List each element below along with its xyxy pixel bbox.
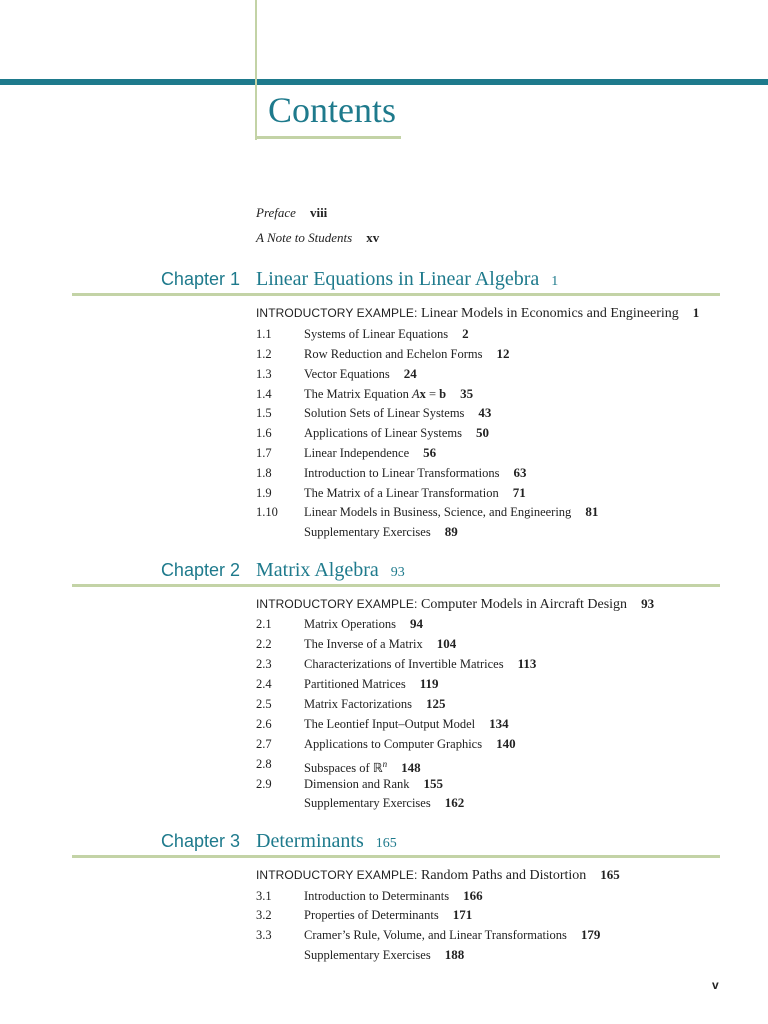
toc-entry[interactable] xyxy=(256,634,736,654)
chapter-page: 165 xyxy=(375,836,397,851)
toc-entry[interactable] xyxy=(256,714,736,734)
section-page: 2 xyxy=(462,326,469,341)
section-page: 56 xyxy=(423,445,437,460)
toc-entry[interactable] xyxy=(256,905,736,925)
section-title: Matrix Operations xyxy=(304,617,396,631)
section-number: 2.6 xyxy=(256,717,272,731)
chapter-title: Matrix Algebra 93 xyxy=(256,559,405,581)
toc-entry[interactable] xyxy=(256,324,736,344)
section-title: Matrix Factorizations xyxy=(304,697,412,711)
intro-page: 165 xyxy=(600,867,620,882)
toc-entry[interactable] xyxy=(256,694,736,714)
toc-entry[interactable] xyxy=(256,925,736,945)
chapter-rule xyxy=(72,293,720,296)
section-page: 63 xyxy=(513,465,527,480)
section-number: 3.2 xyxy=(256,908,272,922)
section-page: 179 xyxy=(580,927,601,942)
section-title: Linear Independence xyxy=(304,446,410,460)
section-title: Vector Equations xyxy=(304,367,390,381)
section-number: 1.2 xyxy=(256,347,272,361)
toc-entry[interactable] xyxy=(256,344,736,364)
section-number: 1.9 xyxy=(256,486,272,500)
toc-entry[interactable] xyxy=(256,674,736,694)
toc-front-note-to-students[interactable] xyxy=(256,230,379,246)
section-page: 12 xyxy=(496,346,510,361)
section-number: 2.4 xyxy=(256,677,272,691)
section-title: Supplementary Exercises xyxy=(304,948,431,962)
section-page: 81 xyxy=(585,504,599,519)
section-title: The Matrix Equation Ax = b xyxy=(304,387,447,401)
section-page: 89 xyxy=(444,524,458,539)
section-number: 1.10 xyxy=(256,505,278,519)
toc-entry[interactable] xyxy=(256,754,736,774)
section-title: Systems of Linear Equations xyxy=(304,327,449,341)
section-number: 1.6 xyxy=(256,426,272,440)
title-underline xyxy=(255,136,401,139)
section-number: 2.7 xyxy=(256,737,272,751)
toc-entry[interactable] xyxy=(256,886,736,906)
toc-entry[interactable] xyxy=(256,945,736,965)
page-title: Contents xyxy=(268,90,397,130)
section-page: 188 xyxy=(444,947,465,962)
chapter-page: 1 xyxy=(551,274,559,289)
front-page: viii xyxy=(309,205,328,220)
section-page: 24 xyxy=(403,366,417,381)
section-page: 162 xyxy=(444,795,465,810)
chapter-rule xyxy=(72,855,720,858)
intro-tag: INTRODUCTORY EXAMPLE: xyxy=(256,306,418,320)
section-number: 2.5 xyxy=(256,697,272,711)
section-number: 3.3 xyxy=(256,928,272,942)
section-title: Supplementary Exercises xyxy=(304,525,431,539)
toc-entry[interactable] xyxy=(256,384,736,404)
intro-text: Computer Models in Aircraft Design xyxy=(420,597,628,612)
toc-front-preface[interactable] xyxy=(256,205,327,221)
section-title: The Matrix of a Linear Transformation xyxy=(304,486,499,500)
section-number: 1.3 xyxy=(256,367,272,381)
section-page: 71 xyxy=(512,485,526,500)
section-page: 35 xyxy=(460,386,474,401)
front-label: A Note to Students xyxy=(256,230,353,245)
section-title: Linear Models in Business, Science, and Engineering xyxy=(304,505,572,519)
chapter-rule xyxy=(72,584,720,587)
section-number: 2.2 xyxy=(256,637,272,651)
intro-page: 1 xyxy=(692,305,700,320)
toc-entry[interactable] xyxy=(256,654,736,674)
section-page: 155 xyxy=(423,776,444,791)
section-page: 125 xyxy=(425,696,446,711)
chapter-1-heading[interactable] xyxy=(0,266,768,296)
section-title: Applications to Computer Graphics xyxy=(304,737,483,751)
section-title: Introduction to Determinants xyxy=(304,889,450,903)
section-page: 148 xyxy=(401,760,421,776)
section-number: 1.7 xyxy=(256,446,272,460)
toc-entry[interactable] xyxy=(256,483,736,503)
introductory-example[interactable] xyxy=(256,595,654,614)
intro-text: Random Paths and Distortion xyxy=(420,868,587,883)
section-title: The Inverse of a Matrix xyxy=(304,637,423,651)
introductory-example[interactable] xyxy=(256,304,699,323)
chapter-page: 93 xyxy=(390,565,405,580)
toc-entry[interactable] xyxy=(256,734,736,754)
section-title: Introduction to Linear Transformations xyxy=(304,466,500,480)
toc-entry[interactable] xyxy=(256,522,736,542)
page-folio: v xyxy=(712,978,719,992)
front-page: xv xyxy=(366,230,380,245)
chapter-title: Determinants 165 xyxy=(256,830,397,852)
section-number: 2.8 xyxy=(256,757,272,771)
section-page: 113 xyxy=(517,656,537,671)
section-number: 1.5 xyxy=(256,406,272,420)
toc-entry[interactable] xyxy=(256,463,736,483)
toc-entry[interactable] xyxy=(256,793,736,813)
toc-entry[interactable] xyxy=(256,774,736,794)
section-title: Subspaces of ℝ$^n$ xyxy=(304,759,388,776)
section-title: Cramer’s Rule, Volume, and Linear Transformations xyxy=(304,928,567,942)
section-title: Properties of Determinants xyxy=(304,908,439,922)
intro-tag: INTRODUCTORY EXAMPLE: xyxy=(256,597,418,611)
toc-entry[interactable] xyxy=(256,403,736,423)
intro-tag: INTRODUCTORY EXAMPLE: xyxy=(256,868,418,882)
section-number: 2.3 xyxy=(256,657,272,671)
section-page: 104 xyxy=(436,636,457,651)
section-title: The Leontief Input–Output Model xyxy=(304,717,476,731)
section-page: 50 xyxy=(475,425,489,440)
front-label: Preface xyxy=(256,205,296,220)
intro-text: Linear Models in Economics and Engineering xyxy=(420,306,679,321)
section-title: Applications of Linear Systems xyxy=(304,426,462,440)
chapter-number: Chapter 3 xyxy=(160,831,240,851)
section-title: Supplementary Exercises xyxy=(304,796,431,810)
section-number: 1.4 xyxy=(256,387,272,401)
section-number: 1.8 xyxy=(256,466,272,480)
section-title: Solution Sets of Linear Systems xyxy=(304,406,465,420)
toc-entry[interactable] xyxy=(256,443,736,463)
toc-entry[interactable] xyxy=(256,364,736,384)
section-number: 3.1 xyxy=(256,889,272,903)
section-page: 166 xyxy=(463,888,483,903)
section-number: 2.1 xyxy=(256,617,272,631)
section-title: Dimension and Rank xyxy=(304,777,410,791)
section-page: 119 xyxy=(419,676,439,691)
section-number: 1.1 xyxy=(256,327,272,341)
toc-entry[interactable] xyxy=(256,502,736,522)
section-page: 140 xyxy=(496,736,516,751)
chapter-number: Chapter 1 xyxy=(160,269,240,289)
section-page: 171 xyxy=(452,907,473,922)
top-accent-bar xyxy=(0,79,768,85)
introductory-example[interactable] xyxy=(256,866,620,885)
section-page: 134 xyxy=(489,716,509,731)
intro-page: 93 xyxy=(641,596,655,611)
section-page: 43 xyxy=(478,405,492,420)
section-title: Partitioned Matrices xyxy=(304,677,406,691)
title-vertical-rule xyxy=(255,0,257,140)
chapter-title: Linear Equations in Linear Algebra 1 xyxy=(256,268,559,290)
chapter-number: Chapter 2 xyxy=(160,560,240,580)
toc-entry[interactable] xyxy=(256,614,736,634)
toc-entry[interactable] xyxy=(256,423,736,443)
chapter-2-heading[interactable] xyxy=(0,557,768,587)
section-title: Row Reduction and Echelon Forms xyxy=(304,347,483,361)
section-page: 94 xyxy=(410,616,423,631)
section-title: Characterizations of Invertible Matrices xyxy=(304,657,504,671)
chapter-3-heading[interactable] xyxy=(0,828,768,858)
section-number: 2.9 xyxy=(256,777,272,791)
